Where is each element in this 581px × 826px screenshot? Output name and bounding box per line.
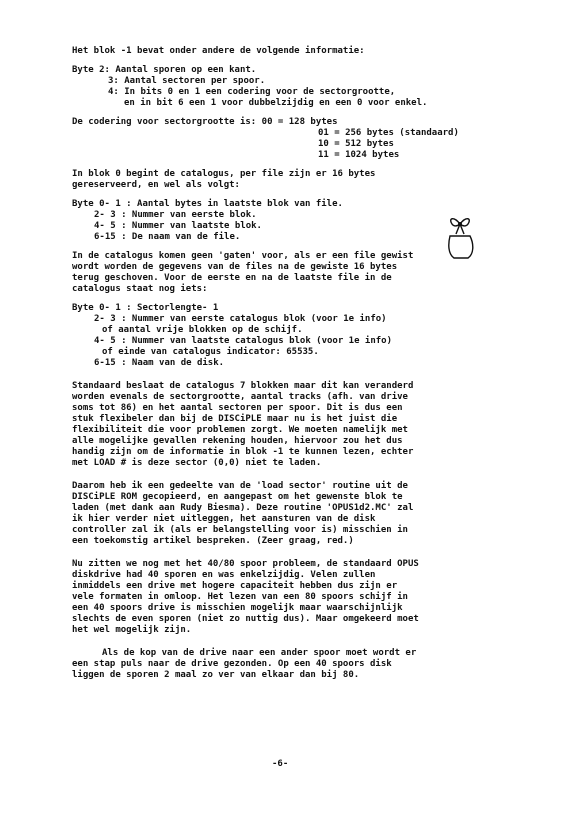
text-line: terug geschoven. Voor de eerste en na de laatste file in de: [72, 273, 392, 283]
text-line: wordt worden de gegevens van de files na de gewiste 16 bytes: [72, 262, 398, 272]
list-item: Byte 2: Aantal sporen op een kant.: [72, 65, 257, 75]
text-line: een toekomstig artikel bespreken. (Zeer graag, red.): [72, 536, 354, 546]
byte-list-block-minus-1: [72, 65, 502, 109]
load-sector-paragraph: [72, 481, 502, 547]
text-line: controller zal ik (als er belangstelling voor is) misschien in: [72, 525, 408, 535]
text-line: laden (met dank aan Rudy Biesma). Deze routine 'OPUS1d2.MC' zal: [72, 503, 414, 513]
coding-intro: De codering voor sectorgrootte is: 00 = 128 bytes: [72, 117, 338, 127]
text-line: In blok 0 begint de catalogus, per file zijn er 16 bytes: [72, 169, 376, 179]
intro-line: Het blok -1 bevat onder andere de volgende informatie:: [72, 46, 365, 56]
catalog-gaps-paragraph: [72, 251, 502, 295]
text-line: gereserveerd, en wel als volgt:: [72, 180, 240, 190]
text-line: alle mogelijke gevallen rekening houden, hiervoor zou het dus: [72, 436, 403, 446]
text-line: Standaard beslaat de catalogus 7 blokken maar dit kan veranderd: [72, 381, 414, 391]
text-line: In de catalogus komen geen 'gaten' voor, als er een file gewist: [72, 251, 414, 261]
list-item: 6-15 : Naam van de disk.: [94, 358, 225, 368]
list-item: of aantal vrije blokken op de schijf.: [102, 325, 303, 335]
text-line: inmiddels een drive met hogere capaciteit hebben dus zijn er: [72, 581, 398, 591]
text-line: een stap puls naar de drive gezonden. Op een 40 spoors disk: [72, 659, 392, 669]
text-line: stuk flexibeler dan bij de DISCiPLE maar nu is het juist die: [72, 414, 398, 424]
text-line: met LOAD # is deze sector (0,0) niet te laden.: [72, 458, 322, 468]
text-line: Daarom heb ik een gedeelte van de 'load sector' routine uit de: [72, 481, 408, 491]
text-line: ik hier verder niet uitleggen, het aansturen van de disk: [72, 514, 376, 524]
text-line: worden evenals de sectorgrootte, aantal tracks (afh. van drive: [72, 392, 408, 402]
text-line: Als de kop van de drive naar een ander spoor moet wordt er: [102, 648, 417, 658]
catalog-intro-paragraph: [72, 169, 502, 191]
list-item: 4- 5 : Nummer van laatste catalogus blok (voor 1e info): [94, 336, 393, 346]
list-item: 6-15 : De naam van de file.: [94, 232, 241, 242]
list-item: 10 = 512 bytes: [318, 139, 394, 149]
catalog-standard-paragraph: [72, 381, 502, 469]
text-line: soms tot 86) en het aantal sectoren per spoor. Dit is dus een: [72, 403, 403, 413]
track-problem-paragraph: [72, 559, 502, 636]
text-line: het wel mogelijk zijn.: [72, 625, 192, 635]
document-body: [72, 46, 502, 681]
text-line: DISCiPLE ROM gecopieerd, en aangepast om het gewenste blok te: [72, 492, 403, 502]
sector-size-coding: [72, 117, 502, 161]
text-line: slechts de even sporen (niet zo nuttig dus). Maar omgekeerd moet: [72, 614, 419, 624]
text-line: vele formaten in omloop. Het lezen van een 80 spoors schijf in: [72, 592, 408, 602]
list-item: 11 = 1024 bytes: [318, 150, 400, 160]
list-item: 4: In bits 0 en 1 een codering voor de sectorgrootte,: [108, 87, 396, 97]
list-item: 2- 3 : Nummer van eerste catalogus blok (voor 1e info): [94, 314, 387, 324]
text-line: flexibiliteit die voor problemen zorgt. We moeten namelijk met: [72, 425, 408, 435]
list-item: of einde van catalogus indicator: 65535.: [102, 347, 319, 357]
list-item: Byte 0- 1 : Aantal bytes in laatste blok van file.: [72, 199, 343, 209]
list-item: 4- 5 : Nummer van laatste blok.: [94, 221, 262, 231]
list-item: 3: Aantal sectoren per spoor.: [108, 76, 266, 86]
text-line: diskdrive had 40 sporen en was enkelzijdig. Velen zullen: [72, 570, 376, 580]
text-line: catalogus staat nog iets:: [72, 284, 208, 294]
text-line: Nu zitten we nog met het 40/80 spoor probleem, de standaard OPUS: [72, 559, 419, 569]
list-item: 01 = 256 bytes (standaard): [318, 128, 459, 138]
list-item: en in bit 6 een 1 voor dubbelzijdig en een 0 voor enkel.: [124, 98, 428, 108]
byte-list-catalog-header: [72, 303, 502, 369]
bow-present-icon: [442, 214, 478, 262]
byte-list-file-entry: [72, 199, 502, 243]
list-item: Byte 0- 1 : Sectorlengte- 1: [72, 303, 219, 313]
text-line: een 40 spoors drive is misschien mogelijk maar waarschijnlijk: [72, 603, 403, 613]
page-number: -6-: [272, 759, 289, 769]
text-line: liggen de sporen 2 maal zo ver van elkaar dan bij 80.: [72, 670, 360, 680]
list-item: 2- 3 : Nummer van eerste blok.: [94, 210, 257, 220]
drive-head-paragraph: [72, 648, 502, 681]
text-line: handig zijn om de informatie in blok -1 te kunnen lezen, echter: [72, 447, 414, 457]
